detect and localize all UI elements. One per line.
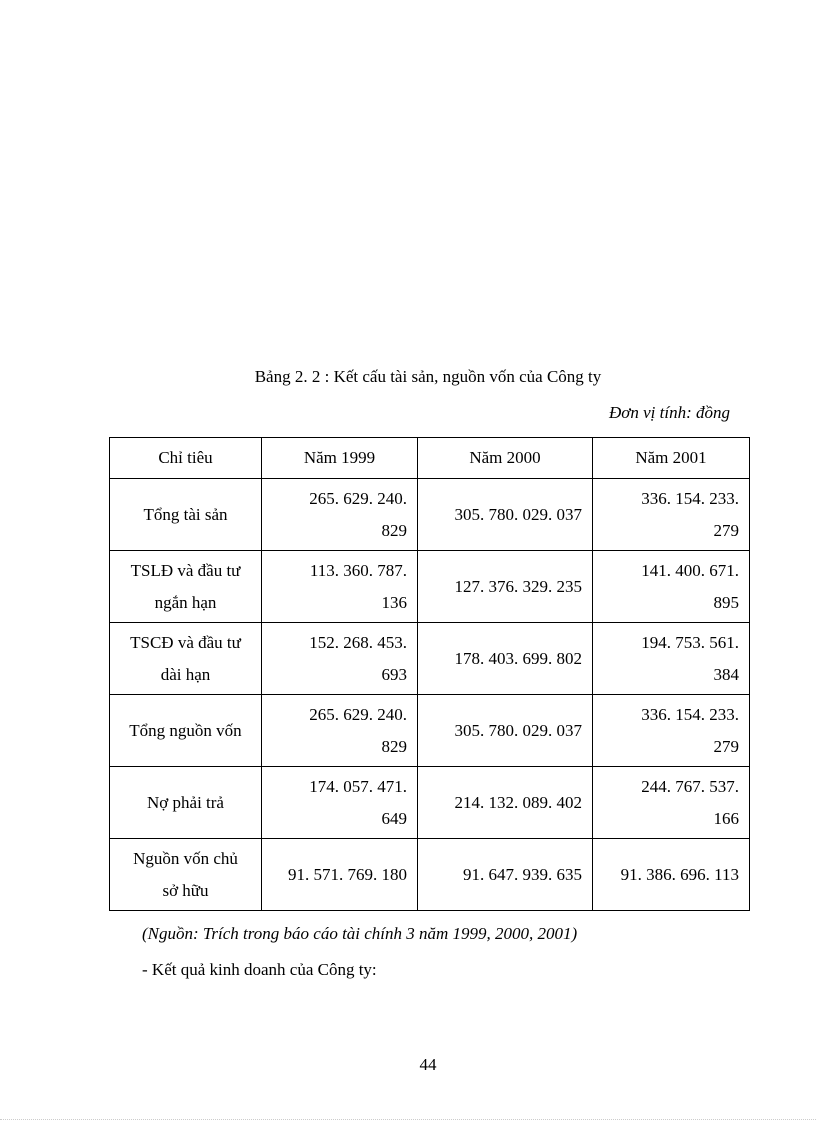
value-part: 166 <box>713 808 739 828</box>
value-part: 152. 268. 453. <box>309 632 407 652</box>
value-part: 336. 154. 233. <box>641 704 739 724</box>
table-row <box>110 767 750 839</box>
value-part: 305. 780. 029. 037 <box>454 504 582 524</box>
value-1999-cell <box>262 839 418 911</box>
header-criteria: Chỉ tiêu <box>110 438 262 479</box>
page-bottom-divider <box>0 1119 816 1120</box>
row-label-cell <box>110 551 262 623</box>
value-part: 141. 400. 671. <box>641 560 739 580</box>
value-part: 265. 629. 240. <box>309 488 407 508</box>
value-part: 91. 647. 939. 635 <box>463 864 582 884</box>
table-title: Bảng 2. 2 : Kết cấu tài sản, nguồn vốn của Công ty <box>254 367 602 386</box>
value-part: 178. 403. 699. 802 <box>454 648 582 668</box>
value-part: 244. 767. 537. <box>641 776 739 796</box>
value-part: 265. 629. 240. <box>309 704 407 724</box>
row-label: Tổng tài sản <box>143 504 228 524</box>
table-row <box>110 551 750 623</box>
value-2000-cell <box>418 695 593 767</box>
value-part: 214. 132. 089. 402 <box>454 792 582 812</box>
value-2001-cell <box>593 767 750 839</box>
value-part: 305. 780. 029. 037 <box>454 720 582 740</box>
value-part: 384 <box>713 664 739 684</box>
table-header-row <box>110 438 750 479</box>
value-2000-cell <box>418 839 593 911</box>
value-part: 336. 154. 233. <box>641 488 739 508</box>
value-part: 895 <box>713 592 739 612</box>
table-row <box>110 839 750 911</box>
header-year-1999: Năm 1999 <box>262 438 418 479</box>
value-2001-cell <box>593 839 750 911</box>
value-2000-cell <box>418 551 593 623</box>
balance-table <box>109 437 750 911</box>
row-label-cell <box>110 839 262 911</box>
value-part: 174. 057. 471. <box>309 776 407 796</box>
table-row <box>110 695 750 767</box>
value-part: 136 <box>381 592 407 612</box>
header-year-2000: Năm 2000 <box>418 438 593 479</box>
row-label: Nợ phải trả <box>147 792 224 812</box>
table-row <box>110 479 750 551</box>
value-2001-cell <box>593 623 750 695</box>
value-1999-cell <box>262 767 418 839</box>
value-2001-cell <box>593 479 750 551</box>
page-number: 44 <box>419 1055 437 1074</box>
row-label-cell <box>110 695 262 767</box>
row-label: dài hạn <box>160 664 211 684</box>
value-1999-cell <box>262 551 418 623</box>
value-2000-cell <box>418 623 593 695</box>
row-label-cell <box>110 767 262 839</box>
value-part: 649 <box>381 808 407 828</box>
row-label: TSLĐ và đầu tư <box>130 560 241 580</box>
row-label-cell <box>110 479 262 551</box>
row-label: TSCĐ và đầu tư <box>130 632 241 652</box>
value-part: 91. 386. 696. 113 <box>620 864 739 884</box>
value-part: 279 <box>713 520 739 540</box>
row-label: Nguồn vốn chủ <box>133 848 238 868</box>
value-part: 113. 360. 787. <box>309 560 407 580</box>
value-part: 91. 571. 769. 180 <box>288 864 407 884</box>
row-label: Tổng nguồn vốn <box>129 720 242 740</box>
value-1999-cell <box>262 695 418 767</box>
row-label: ngắn hạn <box>154 592 217 612</box>
row-label: sở hữu <box>162 880 209 900</box>
value-part: 829 <box>381 736 407 756</box>
value-2001-cell <box>593 695 750 767</box>
row-label-cell <box>110 623 262 695</box>
value-1999-cell <box>262 479 418 551</box>
header-year-2001: Năm 2001 <box>593 438 750 479</box>
source-note: (Nguồn: Trích trong báo cáo tài chính 3 năm 1999, 2000, 2001) <box>142 924 578 943</box>
value-part: 194. 753. 561. <box>641 632 739 652</box>
unit-note: Đơn vị tính: đồng <box>609 403 730 422</box>
value-part: 127. 376. 329. 235 <box>454 576 582 596</box>
value-2001-cell <box>593 551 750 623</box>
value-2000-cell <box>418 479 593 551</box>
value-part: 829 <box>381 520 407 540</box>
value-part: 693 <box>381 664 407 684</box>
section-paragraph: - Kết quả kinh doanh của Công ty: <box>142 960 377 979</box>
value-1999-cell <box>262 623 418 695</box>
table-row <box>110 623 750 695</box>
value-2000-cell <box>418 767 593 839</box>
value-part: 279 <box>713 736 739 756</box>
